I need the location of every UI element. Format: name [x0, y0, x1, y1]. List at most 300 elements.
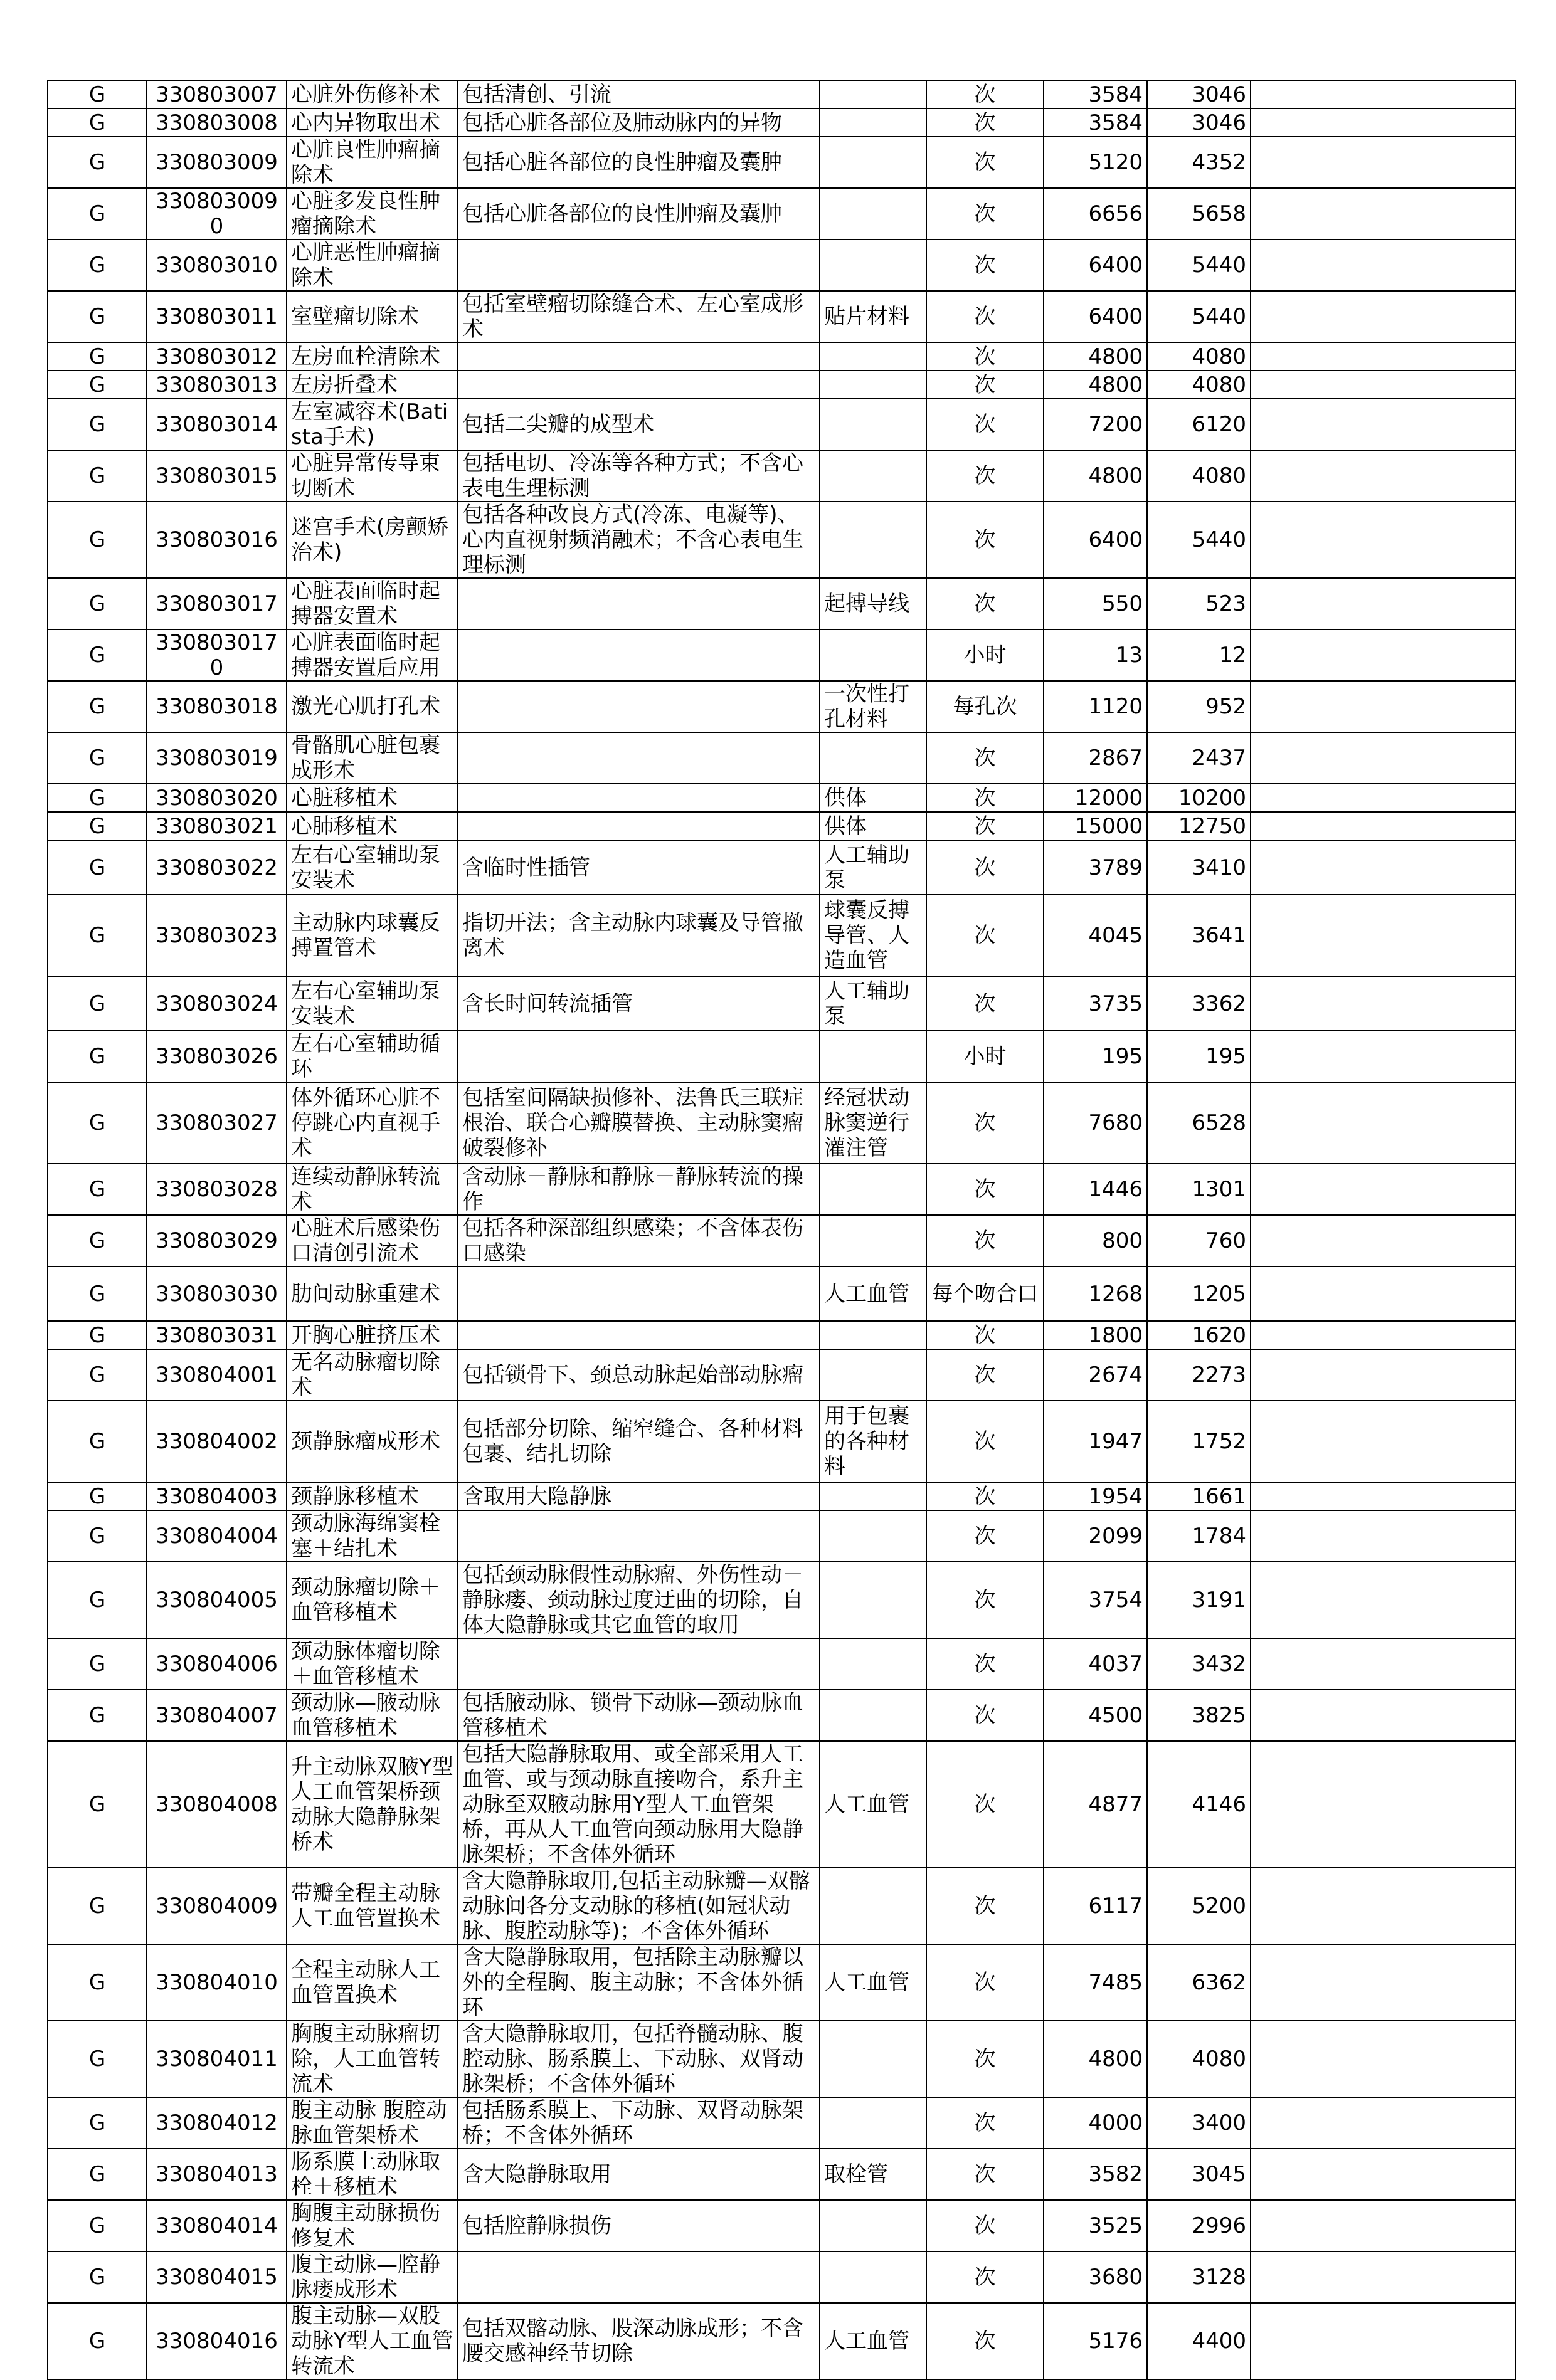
unit-cell: 次	[926, 812, 1044, 840]
description-cell	[458, 629, 820, 681]
item-name-cell: 心脏移植术	[287, 784, 458, 812]
description-cell: 含取用大隐静脉	[458, 1482, 820, 1510]
description-cell: 包括部分切除、缩窄缝合、各种材料包裹、结扎切除	[458, 1401, 820, 1482]
price-cell: 3584	[1044, 80, 1147, 108]
empty-cell	[1251, 2149, 1515, 2200]
price-discount-cell: 2273	[1147, 1349, 1251, 1401]
code-cell: 330803028	[147, 1164, 287, 1215]
category-cell: G	[48, 1401, 147, 1482]
empty-cell	[1251, 1266, 1515, 1321]
excluded-material-cell	[820, 1215, 926, 1266]
excluded-material-cell	[820, 1349, 926, 1401]
unit-cell: 次	[926, 1349, 1044, 1401]
empty-cell	[1251, 1321, 1515, 1349]
empty-cell	[1251, 80, 1515, 108]
item-name-cell: 无名动脉瘤切除术	[287, 1349, 458, 1401]
unit-cell: 次	[926, 188, 1044, 240]
empty-cell	[1251, 1944, 1515, 2021]
unit-cell: 次	[926, 1215, 1044, 1266]
table-row	[48, 371, 1515, 399]
table-row	[48, 1944, 1515, 2021]
unit-cell: 次	[926, 450, 1044, 502]
category-cell: G	[48, 342, 147, 371]
item-name-cell: 左右心室辅助循环	[287, 1031, 458, 1082]
excluded-material-cell	[820, 342, 926, 371]
unit-cell: 小时	[926, 1031, 1044, 1082]
unit-cell: 次	[926, 502, 1044, 578]
empty-cell	[1251, 2021, 1515, 2097]
price-cell: 4045	[1044, 895, 1147, 976]
code-cell: 330803007	[147, 80, 287, 108]
code-cell: 330803021	[147, 812, 287, 840]
table-row	[48, 342, 1515, 371]
unit-cell: 次	[926, 399, 1044, 450]
price-cell: 13	[1044, 629, 1147, 681]
excluded-material-cell: 经冠状动脉窦逆行灌注管	[820, 1082, 926, 1164]
description-cell	[458, 1510, 820, 1562]
item-name-cell: 心内异物取出术	[287, 108, 458, 137]
price-cell: 4000	[1044, 2097, 1147, 2149]
excluded-material-cell	[820, 450, 926, 502]
unit-cell: 次	[926, 1562, 1044, 1638]
code-cell: 330804007	[147, 1690, 287, 1741]
category-cell: G	[48, 399, 147, 450]
empty-cell	[1251, 1638, 1515, 1690]
excluded-material-cell	[820, 1482, 926, 1510]
category-cell: G	[48, 240, 147, 291]
item-name-cell: 肠系膜上动脉取栓＋移植术	[287, 2149, 458, 2200]
code-cell: 330803022	[147, 840, 287, 895]
empty-cell	[1251, 399, 1515, 450]
table-row	[48, 895, 1515, 976]
description-cell: 包括心脏各部位的良性肿瘤及囊肿	[458, 137, 820, 188]
description-cell	[458, 240, 820, 291]
excluded-material-cell: 贴片材料	[820, 291, 926, 342]
price-discount-cell: 12750	[1147, 812, 1251, 840]
unit-cell: 次	[926, 1690, 1044, 1741]
price-cell: 4877	[1044, 1741, 1147, 1868]
unit-cell: 次	[926, 840, 1044, 895]
category-cell: G	[48, 137, 147, 188]
empty-cell	[1251, 2251, 1515, 2303]
description-cell	[458, 812, 820, 840]
empty-cell	[1251, 732, 1515, 784]
unit-cell: 次	[926, 240, 1044, 291]
code-cell: 330804011	[147, 2021, 287, 2097]
category-cell: G	[48, 188, 147, 240]
price-cell: 1954	[1044, 1482, 1147, 1510]
table-row	[48, 2303, 1515, 2379]
price-cell: 2099	[1044, 1510, 1147, 1562]
description-cell: 含长时间转流插管	[458, 976, 820, 1031]
description-cell: 包括二尖瓣的成型术	[458, 399, 820, 450]
item-name-cell: 心脏术后感染伤口清创引流术	[287, 1215, 458, 1266]
price-discount-cell: 1620	[1147, 1321, 1251, 1349]
item-name-cell: 心脏外伤修补术	[287, 80, 458, 108]
empty-cell	[1251, 450, 1515, 502]
item-name-cell: 颈动脉体瘤切除＋血管移植术	[287, 1638, 458, 1690]
price-cell: 3789	[1044, 840, 1147, 895]
unit-cell: 次	[926, 2149, 1044, 2200]
code-cell: 330803023	[147, 895, 287, 976]
code-cell: 3308030170	[147, 629, 287, 681]
excluded-material-cell	[820, 1321, 926, 1349]
excluded-material-cell: 起搏导线	[820, 578, 926, 629]
item-name-cell: 迷宫手术(房颤矫治术)	[287, 502, 458, 578]
empty-cell	[1251, 2097, 1515, 2149]
price-discount-cell: 3045	[1147, 2149, 1251, 2200]
code-cell: 330803020	[147, 784, 287, 812]
table-body	[48, 80, 1515, 2379]
empty-cell	[1251, 578, 1515, 629]
item-name-cell: 连续动静脉转流术	[287, 1164, 458, 1215]
unit-cell: 次	[926, 1321, 1044, 1349]
unit-cell: 次	[926, 1868, 1044, 1944]
price-discount-cell: 1661	[1147, 1482, 1251, 1510]
price-cell: 15000	[1044, 812, 1147, 840]
item-name-cell: 骨骼肌心脏包裹成形术	[287, 732, 458, 784]
empty-cell	[1251, 2303, 1515, 2379]
excluded-material-cell: 取栓管	[820, 2149, 926, 2200]
table-row	[48, 1349, 1515, 1401]
table-row	[48, 840, 1515, 895]
description-cell: 包括各种改良方式(冷冻、电凝等)、心内直视射频消融术；不含心表电生理标测	[458, 502, 820, 578]
description-cell: 包括锁骨下、颈总动脉起始部动脉瘤	[458, 1349, 820, 1401]
item-name-cell: 主动脉内球囊反搏置管术	[287, 895, 458, 976]
code-cell: 330803029	[147, 1215, 287, 1266]
price-discount-cell: 5440	[1147, 502, 1251, 578]
excluded-material-cell: 球囊反搏导管、人造血管	[820, 895, 926, 976]
table-row	[48, 1690, 1515, 1741]
price-cell: 4500	[1044, 1690, 1147, 1741]
unit-cell: 次	[926, 291, 1044, 342]
category-cell: G	[48, 1482, 147, 1510]
table-row	[48, 450, 1515, 502]
empty-cell	[1251, 840, 1515, 895]
description-cell	[458, 1638, 820, 1690]
category-cell: G	[48, 1082, 147, 1164]
description-cell: 含大隐静脉取用，包括除主动脉瓣以外的全程胸、腹主动脉；不含体外循环	[458, 1944, 820, 2021]
category-cell: G	[48, 1510, 147, 1562]
item-name-cell: 颈静脉移植术	[287, 1482, 458, 1510]
empty-cell	[1251, 1031, 1515, 1082]
item-name-cell: 激光心肌打孔术	[287, 681, 458, 732]
category-cell: G	[48, 1321, 147, 1349]
description-cell	[458, 1031, 820, 1082]
unit-cell: 次	[926, 1482, 1044, 1510]
category-cell: G	[48, 784, 147, 812]
price-discount-cell: 6362	[1147, 1944, 1251, 2021]
description-cell: 包括颈动脉假性动脉瘤、外伤性动－静脉瘘、颈动脉过度迂曲的切除，自体大隐静脉或其它血管的取用	[458, 1562, 820, 1638]
table-row	[48, 2200, 1515, 2251]
category-cell: G	[48, 1215, 147, 1266]
code-cell: 330804002	[147, 1401, 287, 1482]
price-discount-cell: 3641	[1147, 895, 1251, 976]
price-discount-cell: 523	[1147, 578, 1251, 629]
price-cell: 3735	[1044, 976, 1147, 1031]
table-row	[48, 2149, 1515, 2200]
code-cell: 330803031	[147, 1321, 287, 1349]
price-discount-cell: 4080	[1147, 450, 1251, 502]
price-discount-cell: 4080	[1147, 342, 1251, 371]
excluded-material-cell	[820, 371, 926, 399]
item-name-cell: 腹主动脉—双股动脉Y型人工血管转流术	[287, 2303, 458, 2379]
price-discount-cell: 1301	[1147, 1164, 1251, 1215]
excluded-material-cell	[820, 80, 926, 108]
empty-cell	[1251, 1482, 1515, 1510]
empty-cell	[1251, 1690, 1515, 1741]
excluded-material-cell: 供体	[820, 812, 926, 840]
excluded-material-cell	[820, 2021, 926, 2097]
table-row	[48, 1868, 1515, 1944]
empty-cell	[1251, 1401, 1515, 1482]
price-discount-cell: 952	[1147, 681, 1251, 732]
description-cell: 包括心脏各部位及肺动脉内的异物	[458, 108, 820, 137]
description-cell: 包括腔静脉损伤	[458, 2200, 820, 2251]
empty-cell	[1251, 137, 1515, 188]
category-cell: G	[48, 291, 147, 342]
table-row	[48, 784, 1515, 812]
excluded-material-cell	[820, 1031, 926, 1082]
price-discount-cell: 4080	[1147, 371, 1251, 399]
item-name-cell: 肋间动脉重建术	[287, 1266, 458, 1321]
unit-cell: 次	[926, 80, 1044, 108]
unit-cell: 次	[926, 2251, 1044, 2303]
empty-cell	[1251, 502, 1515, 578]
description-cell: 含大隐静脉取用	[458, 2149, 820, 2200]
excluded-material-cell	[820, 188, 926, 240]
price-discount-cell: 3046	[1147, 108, 1251, 137]
price-cell: 4800	[1044, 450, 1147, 502]
code-cell: 330803019	[147, 732, 287, 784]
excluded-material-cell	[820, 2251, 926, 2303]
item-name-cell: 开胸心脏挤压术	[287, 1321, 458, 1349]
unit-cell: 次	[926, 1401, 1044, 1482]
description-cell	[458, 578, 820, 629]
price-cell: 6117	[1044, 1868, 1147, 1944]
price-cell: 3680	[1044, 2251, 1147, 2303]
table-row	[48, 1321, 1515, 1349]
item-name-cell: 带瓣全程主动脉人工血管置换术	[287, 1868, 458, 1944]
unit-cell: 次	[926, 371, 1044, 399]
unit-cell: 每孔次	[926, 681, 1044, 732]
table-row	[48, 80, 1515, 108]
excluded-material-cell	[820, 240, 926, 291]
description-cell: 含临时性插管	[458, 840, 820, 895]
description-cell	[458, 1266, 820, 1321]
price-discount-cell: 3362	[1147, 976, 1251, 1031]
price-discount-cell: 3825	[1147, 1690, 1251, 1741]
item-name-cell: 左房血栓清除术	[287, 342, 458, 371]
excluded-material-cell	[820, 399, 926, 450]
code-cell: 330803024	[147, 976, 287, 1031]
price-cell: 1268	[1044, 1266, 1147, 1321]
table-row	[48, 1215, 1515, 1266]
unit-cell: 次	[926, 895, 1044, 976]
category-cell: G	[48, 108, 147, 137]
price-cell: 3754	[1044, 1562, 1147, 1638]
code-cell: 330803008	[147, 108, 287, 137]
empty-cell	[1251, 108, 1515, 137]
item-name-cell: 左房折叠术	[287, 371, 458, 399]
unit-cell: 次	[926, 137, 1044, 188]
item-name-cell: 颈动脉—腋动脉血管移植术	[287, 1690, 458, 1741]
excluded-material-cell: 人工血管	[820, 2303, 926, 2379]
description-cell: 包括心脏各部位的良性肿瘤及囊肿	[458, 188, 820, 240]
empty-cell	[1251, 976, 1515, 1031]
unit-cell: 次	[926, 2200, 1044, 2251]
price-discount-cell: 3432	[1147, 1638, 1251, 1690]
price-discount-cell: 3191	[1147, 1562, 1251, 1638]
code-cell: 330803017	[147, 578, 287, 629]
category-cell: G	[48, 502, 147, 578]
excluded-material-cell: 供体	[820, 784, 926, 812]
unit-cell: 每个吻合口	[926, 1266, 1044, 1321]
empty-cell	[1251, 1164, 1515, 1215]
table-row	[48, 976, 1515, 1031]
price-cell: 800	[1044, 1215, 1147, 1266]
table-row	[48, 1266, 1515, 1321]
unit-cell: 次	[926, 1944, 1044, 2021]
item-name-cell: 颈动脉海绵窦栓塞＋结扎术	[287, 1510, 458, 1562]
price-cell: 7680	[1044, 1082, 1147, 1164]
unit-cell: 小时	[926, 629, 1044, 681]
category-cell: G	[48, 2149, 147, 2200]
price-discount-cell: 12	[1147, 629, 1251, 681]
empty-cell	[1251, 812, 1515, 840]
category-cell: G	[48, 1638, 147, 1690]
empty-cell	[1251, 681, 1515, 732]
unit-cell: 次	[926, 732, 1044, 784]
unit-cell: 次	[926, 2021, 1044, 2097]
code-cell: 330804016	[147, 2303, 287, 2379]
price-discount-cell: 3410	[1147, 840, 1251, 895]
empty-cell	[1251, 291, 1515, 342]
category-cell: G	[48, 2021, 147, 2097]
price-cell: 4800	[1044, 371, 1147, 399]
code-cell: 330804013	[147, 2149, 287, 2200]
category-cell: G	[48, 812, 147, 840]
item-name-cell: 心脏表面临时起搏器安置后应用	[287, 629, 458, 681]
item-name-cell: 颈动脉瘤切除＋血管移植术	[287, 1562, 458, 1638]
price-discount-cell: 6120	[1147, 399, 1251, 450]
excluded-material-cell: 人工辅助泵	[820, 840, 926, 895]
price-cell: 7200	[1044, 399, 1147, 450]
price-cell: 4800	[1044, 2021, 1147, 2097]
description-cell: 包括双髂动脉、股深动脉成形；不含腰交感神经节切除	[458, 2303, 820, 2379]
item-name-cell: 心肺移植术	[287, 812, 458, 840]
price-cell: 1947	[1044, 1401, 1147, 1482]
table-row	[48, 108, 1515, 137]
table-row	[48, 2097, 1515, 2149]
price-discount-cell: 760	[1147, 1215, 1251, 1266]
item-name-cell: 心脏恶性肿瘤摘除术	[287, 240, 458, 291]
excluded-material-cell	[820, 1164, 926, 1215]
empty-cell	[1251, 240, 1515, 291]
description-cell: 包括肠系膜上、下动脉、双肾动脉架桥；不含体外循环	[458, 2097, 820, 2149]
excluded-material-cell	[820, 2200, 926, 2251]
description-cell	[458, 732, 820, 784]
unit-cell: 次	[926, 2097, 1044, 2149]
category-cell: G	[48, 840, 147, 895]
price-discount-cell: 5440	[1147, 240, 1251, 291]
code-cell: 330804010	[147, 1944, 287, 2021]
code-cell: 330804012	[147, 2097, 287, 2149]
description-cell: 指切开法；含主动脉内球囊及导管撤离术	[458, 895, 820, 976]
price-cell: 2674	[1044, 1349, 1147, 1401]
description-cell: 包括电切、冷冻等各种方式；不含心表电生理标测	[458, 450, 820, 502]
table-row	[48, 188, 1515, 240]
price-cell: 1800	[1044, 1321, 1147, 1349]
category-cell: G	[48, 2097, 147, 2149]
excluded-material-cell	[820, 629, 926, 681]
unit-cell: 次	[926, 2303, 1044, 2379]
item-name-cell: 体外循环心脏不停跳心内直视手术	[287, 1082, 458, 1164]
code-cell: 330803013	[147, 371, 287, 399]
item-name-cell: 室壁瘤切除术	[287, 291, 458, 342]
code-cell: 330804004	[147, 1510, 287, 1562]
excluded-material-cell: 人工血管	[820, 1944, 926, 2021]
category-cell: G	[48, 976, 147, 1031]
description-cell	[458, 1321, 820, 1349]
code-cell: 330803026	[147, 1031, 287, 1082]
code-cell: 330803030	[147, 1266, 287, 1321]
code-cell: 330804008	[147, 1741, 287, 1868]
price-cell: 3584	[1044, 108, 1147, 137]
price-discount-cell: 195	[1147, 1031, 1251, 1082]
price-cell: 7485	[1044, 1944, 1147, 2021]
item-name-cell: 胸腹主动脉损伤修复术	[287, 2200, 458, 2251]
empty-cell	[1251, 1215, 1515, 1266]
code-cell: 330804006	[147, 1638, 287, 1690]
price-cell: 1120	[1044, 681, 1147, 732]
price-cell: 6400	[1044, 502, 1147, 578]
description-cell: 含大隐静脉取用,包括主动脉瓣—双髂动脉间各分支动脉的移植(如冠状动脉、腹腔动脉等)；不含体外循环	[458, 1868, 820, 1944]
description-cell: 包括室间隔缺损修补、法鲁氏三联症根治、联合心瓣膜替换、主动脉窦瘤破裂修补	[458, 1082, 820, 1164]
category-cell: G	[48, 2303, 147, 2379]
table-row	[48, 2021, 1515, 2097]
unit-cell: 次	[926, 1510, 1044, 1562]
item-name-cell: 心脏表面临时起搏器安置术	[287, 578, 458, 629]
description-cell: 包括清创、引流	[458, 80, 820, 108]
code-cell: 330803011	[147, 291, 287, 342]
empty-cell	[1251, 1510, 1515, 1562]
category-cell: G	[48, 629, 147, 681]
price-discount-cell: 2437	[1147, 732, 1251, 784]
table-row	[48, 502, 1515, 578]
code-cell: 3308030090	[147, 188, 287, 240]
excluded-material-cell	[820, 1638, 926, 1690]
excluded-material-cell	[820, 1510, 926, 1562]
price-discount-cell: 4400	[1147, 2303, 1251, 2379]
excluded-material-cell	[820, 1562, 926, 1638]
item-name-cell: 颈静脉瘤成形术	[287, 1401, 458, 1482]
code-cell: 330803027	[147, 1082, 287, 1164]
table-row	[48, 1164, 1515, 1215]
empty-cell	[1251, 895, 1515, 976]
unit-cell: 次	[926, 784, 1044, 812]
empty-cell	[1251, 1868, 1515, 1944]
category-cell: G	[48, 1944, 147, 2021]
price-discount-cell: 10200	[1147, 784, 1251, 812]
price-discount-cell: 5440	[1147, 291, 1251, 342]
empty-cell	[1251, 188, 1515, 240]
price-discount-cell: 5658	[1147, 188, 1251, 240]
empty-cell	[1251, 342, 1515, 371]
price-discount-cell: 1784	[1147, 1510, 1251, 1562]
empty-cell	[1251, 1741, 1515, 1868]
code-cell: 330803009	[147, 137, 287, 188]
